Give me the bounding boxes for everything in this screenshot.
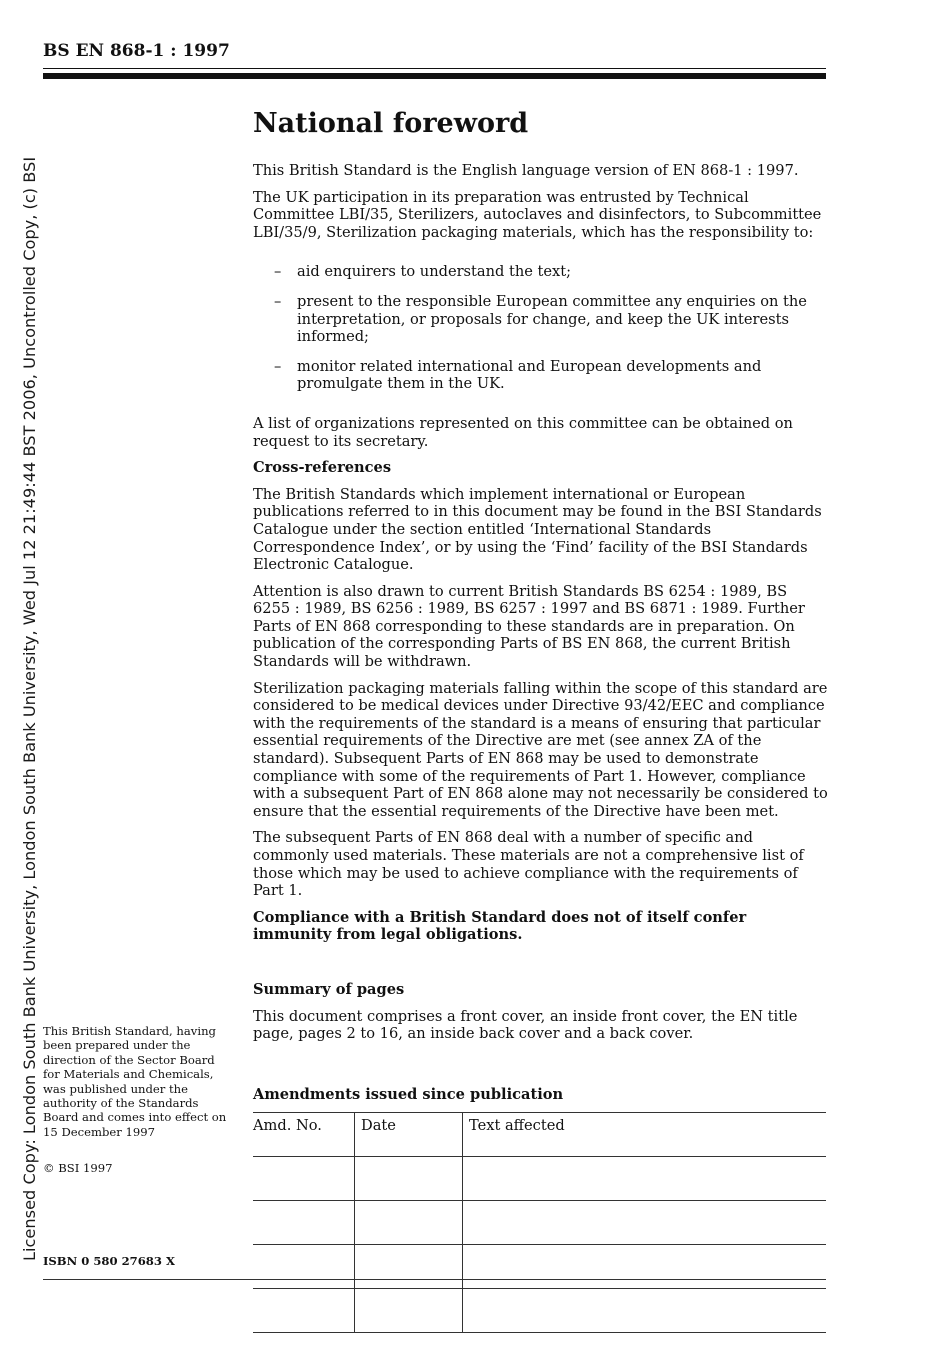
copyright-notice: © BSI 1997 [43,1161,113,1176]
amendments-heading: Amendments issued since publication [253,1085,564,1103]
table-header-row [253,1113,826,1157]
dash-bullet: – [274,357,282,375]
publication-note [43,1024,233,1176]
column-header-text-affected: Text affected [463,1113,827,1157]
list-item [253,358,828,393]
subsequent-parts-paragraph: The subsequent Parts of EN 868 deal with a number of specific and commonly used materials. These materials are not a comprehensive list of those which may be used to achieve compliance with the requirements of Part 1. [253,829,804,900]
isbn-number: ISBN 0 580 27683 X [43,1254,175,1268]
table-cell [463,1289,827,1333]
page-title: National foreword [253,108,529,139]
standard-identifier: BS EN 868-1 : 1997 [43,41,230,61]
directive-paragraph: Sterilization packaging materials falling within the scope of this standard are considered to be medical devices under Directive 93/42/EEC and compliance with the requirements of the standard is a means of ensuring that particular essential requirements of the Directive are met (see annex ZA of the standard). Subsequent Parts of EN 868 may be used to demonstrate compliance with some of the requirements of Part 1. However, compliance with a subsequent Part of EN 868 alone may not necessarily be considered to ensure that the essential requirements of the Directive have been met. [253,679,828,820]
list-item-text: monitor related international and European developments and promulgate them in the UK. [297,357,762,393]
list-item [253,263,828,281]
table-cell [253,1157,355,1201]
table-cell [253,1289,355,1333]
cross-references-paragraph: The British Standards which implement international or European publications referred to in this document may be found in the BSI Standards Catalogue under the section entitled ‘International Standards Correspondence Index’, or by using the ‘Find’ facility of the BSI Standards Electronic Catalogue. [253,485,822,574]
table-cell [463,1201,827,1245]
header-rule-thick [43,73,826,79]
dash-bullet: – [274,263,282,281]
list-item [253,293,828,346]
table-row [253,1289,826,1333]
column-header-date: Date [355,1113,463,1157]
footer-rule [43,1279,826,1280]
responsibility-list [253,263,828,393]
table-cell [355,1201,463,1245]
table-cell [463,1245,827,1289]
summary-paragraph: This document comprises a front cover, an inside front cover, the EN title page, pages 2 to 16, an inside back cover and a back cover. [253,1007,798,1043]
intro-paragraph: This British Standard is the English language version of EN 868-1 : 1997. [253,162,799,179]
cross-references-heading: Cross-references [253,459,392,477]
list-item-text: aid enquirers to understand the text; [297,263,572,281]
table-row [253,1157,826,1201]
license-watermark: Licensed Copy: London South Bank University, London South Bank University, Wed Jul 12 21:49:44 BST 2006, Uncontrolled Copy, (c) BSI [20,156,39,1261]
section-spacer [253,1052,828,1086]
prepared-note: This British Standard, having been prepared under the direction of the Sector Board for Materials and Chemicals, was published under the authority of the Standards Board and comes into effect on 15 December 1997 [43,1024,227,1139]
national-foreword [253,106,828,1333]
organizations-paragraph: A list of organizations represented on this committee can be obtained on request to its secretary. [253,414,793,450]
related-standards-paragraph: Attention is also drawn to current British Standards BS 6254 : 1989, BS 6255 : 1989, BS 6256 : 1989, BS 6257 : 1997 and BS 6871 : 1989. Further Parts of EN 868 corresponding to these standards are in preparation. On publication of the corresponding Parts of BS EN 868, the current British Standards will be withdrawn. [253,582,805,671]
participation-paragraph: The UK participation in its preparation was entrusted by Technical Committee LBI/35, Sterilizers, autoclaves and disinfectors, to Subcommittee LBI/35/9, Sterilization packaging materials, which has the responsibility to: [253,188,822,241]
table-cell [355,1245,463,1289]
column-header-amd-no: Amd. No. [253,1113,355,1157]
header-rule-thin [43,68,826,69]
table-cell [463,1157,827,1201]
dash-bullet: – [274,292,282,310]
table-cell [253,1245,355,1289]
summary-heading: Summary of pages [253,980,405,998]
amendments-table [253,1112,826,1333]
table-row [253,1245,826,1289]
list-item-text: present to the responsible European committee any enquiries on the interpretation, or proposals for change, and keep the UK interests informed; [297,292,807,346]
compliance-statement: Compliance with a British Standard does not of itself confer immunity from legal obligations. [253,908,747,944]
table-cell [253,1201,355,1245]
table-row [253,1201,826,1245]
table-cell [355,1289,463,1333]
table-cell [355,1157,463,1201]
section-spacer [253,953,828,981]
